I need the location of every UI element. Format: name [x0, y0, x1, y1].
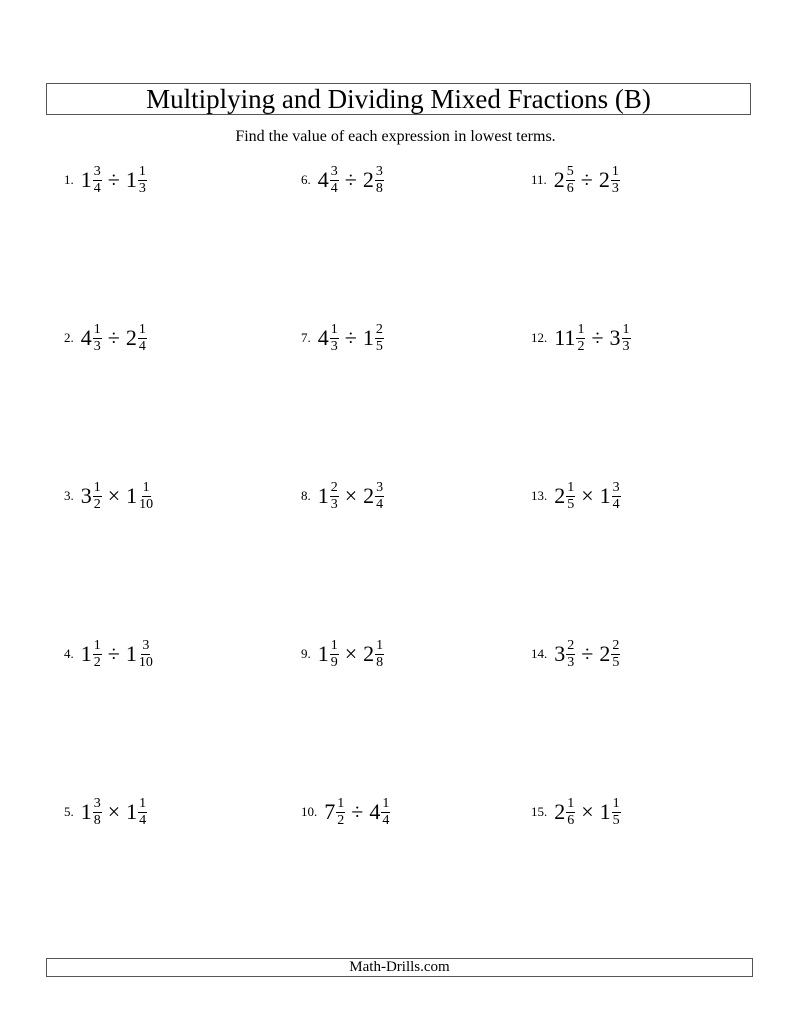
fraction — [93, 165, 102, 196]
fraction — [138, 481, 154, 512]
operator: × — [344, 483, 358, 508]
denominator: 4 — [612, 497, 620, 512]
whole-number: 2 — [554, 483, 566, 508]
numerator: 3 — [375, 164, 383, 179]
problem-number: 15. — [531, 804, 548, 819]
fraction — [566, 481, 575, 512]
first-mixed-number — [318, 638, 339, 670]
denominator: 2 — [93, 655, 101, 670]
second-mixed-number — [610, 322, 631, 354]
expression — [554, 164, 620, 196]
expression — [318, 480, 384, 512]
problem-number: 3. — [64, 488, 74, 503]
fraction — [330, 639, 339, 670]
expression — [81, 480, 154, 512]
problem-number: 13. — [531, 488, 548, 503]
problem-item — [531, 318, 631, 358]
second-mixed-number — [363, 322, 384, 354]
problem-item — [301, 476, 384, 516]
denominator: 10 — [139, 497, 154, 512]
whole-number: 1 — [80, 799, 92, 824]
denominator: 3 — [567, 655, 575, 670]
second-mixed-number — [369, 796, 390, 828]
problem-item — [64, 476, 154, 516]
denominator: 5 — [375, 339, 383, 354]
problem-item — [64, 634, 154, 674]
problem-item — [301, 634, 384, 674]
denominator: 3 — [330, 339, 338, 354]
fraction — [375, 323, 384, 354]
numerator: 1 — [622, 322, 630, 337]
denominator: 4 — [138, 339, 146, 354]
whole-number: 2 — [553, 167, 565, 192]
numerator: 1 — [142, 480, 150, 495]
fraction — [336, 797, 345, 828]
numerator: 2 — [375, 322, 383, 337]
numerator: 1 — [93, 638, 101, 653]
expression — [324, 796, 390, 828]
problem-item — [531, 792, 621, 832]
footer: Math-Drills.com — [46, 958, 753, 977]
numerator: 1 — [337, 796, 345, 811]
problem-item — [531, 634, 620, 674]
problem-number: 14. — [531, 646, 548, 661]
numerator: 1 — [139, 796, 147, 811]
whole-number: 2 — [363, 641, 375, 666]
problem-number: 6. — [301, 172, 311, 187]
denominator: 6 — [566, 181, 574, 196]
second-mixed-number — [126, 796, 147, 828]
numerator: 1 — [567, 480, 575, 495]
expression — [554, 322, 630, 354]
fraction — [375, 165, 384, 196]
fraction — [138, 639, 154, 670]
numerator: 1 — [93, 480, 101, 495]
numerator: 1 — [93, 322, 101, 337]
numerator: 1 — [612, 796, 620, 811]
numerator: 5 — [566, 164, 574, 179]
operator: ÷ — [580, 167, 593, 192]
denominator: 3 — [611, 181, 619, 196]
problem-number: 4. — [64, 646, 74, 661]
second-mixed-number — [363, 480, 384, 512]
second-mixed-number — [126, 322, 147, 354]
whole-number: 2 — [599, 641, 611, 666]
numerator: 2 — [567, 638, 575, 653]
fraction — [381, 797, 390, 828]
operator: × — [581, 483, 594, 508]
problem-item — [531, 160, 620, 200]
whole-number: 4 — [317, 167, 329, 192]
first-mixed-number — [554, 322, 585, 354]
second-mixed-number — [363, 638, 384, 670]
numerator: 1 — [330, 322, 338, 337]
second-mixed-number — [126, 164, 147, 196]
numerator: 3 — [330, 164, 338, 179]
whole-number: 2 — [554, 799, 566, 824]
problem-number: 7. — [301, 330, 311, 345]
whole-number: 3 — [609, 325, 621, 350]
problem-number: 9. — [301, 646, 311, 661]
second-mixed-number — [363, 164, 384, 196]
whole-number: 4 — [317, 325, 329, 350]
whole-number: 1 — [126, 483, 138, 508]
expression — [81, 796, 147, 828]
fraction — [612, 797, 621, 828]
denominator: 2 — [93, 497, 101, 512]
problem-item — [301, 160, 384, 200]
first-mixed-number — [554, 480, 575, 512]
fraction — [375, 639, 384, 670]
expression — [554, 638, 620, 670]
numerator: 3 — [93, 796, 101, 811]
denominator: 3 — [138, 181, 146, 196]
fraction — [138, 797, 147, 828]
first-mixed-number — [81, 796, 102, 828]
whole-number: 4 — [80, 325, 92, 350]
problem-number: 11. — [531, 172, 547, 187]
fraction — [622, 323, 631, 354]
whole-number: 1 — [80, 641, 92, 666]
second-mixed-number — [126, 480, 154, 512]
problem-number: 12. — [531, 330, 548, 345]
second-mixed-number — [600, 480, 621, 512]
expression — [554, 796, 620, 828]
first-mixed-number — [318, 164, 339, 196]
numerator: 1 — [611, 164, 619, 179]
fraction — [93, 323, 102, 354]
numerator: 3 — [142, 638, 150, 653]
fraction — [566, 165, 575, 196]
operator: ÷ — [351, 799, 364, 824]
numerator: 3 — [612, 480, 620, 495]
first-mixed-number — [554, 796, 575, 828]
whole-number: 1 — [599, 483, 611, 508]
numerator: 2 — [612, 638, 620, 653]
problem-number: 5. — [64, 804, 74, 819]
operator: ÷ — [344, 167, 357, 192]
first-mixed-number — [81, 322, 102, 354]
denominator: 4 — [376, 497, 384, 512]
operator: ÷ — [107, 167, 120, 192]
whole-number: 1 — [317, 641, 329, 666]
operator: ÷ — [591, 325, 604, 350]
problem-item — [64, 792, 147, 832]
operator: × — [581, 799, 594, 824]
operator: × — [107, 799, 121, 824]
problem-item — [301, 318, 384, 358]
problem-number: 8. — [301, 488, 311, 503]
whole-number: 1 — [125, 641, 137, 666]
denominator: 4 — [139, 813, 147, 828]
whole-number: 4 — [369, 799, 381, 824]
expression — [81, 322, 147, 354]
denominator: 4 — [330, 181, 338, 196]
fraction — [576, 323, 585, 354]
numerator: 1 — [138, 164, 146, 179]
whole-number: 2 — [125, 325, 137, 350]
fraction — [611, 165, 620, 196]
numerator: 1 — [376, 638, 384, 653]
numerator: 1 — [382, 796, 390, 811]
denominator: 8 — [93, 813, 101, 828]
denominator: 10 — [138, 655, 153, 670]
numerator: 1 — [567, 796, 575, 811]
fraction — [138, 323, 147, 354]
whole-number: 2 — [363, 483, 375, 508]
denominator: 4 — [93, 181, 101, 196]
denominator: 2 — [577, 339, 585, 354]
numerator: 1 — [138, 322, 146, 337]
denominator: 5 — [567, 497, 575, 512]
fraction — [93, 481, 102, 512]
operator: × — [107, 483, 121, 508]
problem-item — [64, 160, 147, 200]
second-mixed-number — [599, 638, 620, 670]
denominator: 3 — [93, 339, 101, 354]
first-mixed-number — [554, 164, 575, 196]
operator: ÷ — [344, 325, 357, 350]
whole-number: 1 — [126, 799, 138, 824]
whole-number: 11 — [554, 325, 576, 350]
denominator: 9 — [330, 655, 338, 670]
whole-number: 7 — [324, 799, 336, 824]
denominator: 2 — [337, 813, 345, 828]
expression — [318, 164, 384, 196]
whole-number: 3 — [80, 483, 92, 508]
numerator: 1 — [577, 322, 585, 337]
whole-number: 2 — [598, 167, 610, 192]
denominator: 6 — [567, 813, 575, 828]
whole-number: 1 — [362, 325, 374, 350]
problem-item — [531, 476, 621, 516]
first-mixed-number — [81, 638, 102, 670]
first-mixed-number — [318, 322, 339, 354]
denominator: 8 — [375, 181, 383, 196]
problem-item — [301, 792, 390, 832]
denominator: 5 — [612, 655, 620, 670]
denominator: 4 — [382, 813, 390, 828]
denominator: 8 — [376, 655, 384, 670]
fraction — [330, 481, 339, 512]
problem-number: 2. — [64, 330, 74, 345]
operator: ÷ — [107, 325, 120, 350]
operator: ÷ — [581, 641, 594, 666]
fraction — [566, 639, 575, 670]
second-mixed-number — [600, 796, 621, 828]
numerator: 1 — [330, 638, 338, 653]
fraction — [375, 481, 384, 512]
fraction — [611, 639, 620, 670]
expression — [318, 322, 384, 354]
denominator: 3 — [330, 497, 338, 512]
denominator: 5 — [612, 813, 620, 828]
first-mixed-number — [81, 164, 102, 196]
expression — [81, 638, 154, 670]
first-mixed-number — [318, 480, 339, 512]
numerator: 2 — [330, 480, 338, 495]
numerator: 3 — [93, 164, 101, 179]
fraction — [612, 481, 621, 512]
fraction — [330, 165, 339, 196]
problem-number: 1. — [64, 172, 74, 187]
whole-number: 1 — [599, 799, 611, 824]
whole-number: 1 — [80, 167, 92, 192]
expression — [554, 480, 620, 512]
whole-number: 3 — [554, 641, 566, 666]
expression — [318, 638, 384, 670]
whole-number: 1 — [125, 167, 137, 192]
fraction — [138, 165, 147, 196]
instructions: Find the value of each expression in lowest terms. — [235, 128, 556, 145]
denominator: 3 — [622, 339, 630, 354]
worksheet-title: Multiplying and Dividing Mixed Fractions (B) — [46, 83, 751, 115]
problem-item — [64, 318, 147, 358]
first-mixed-number — [81, 480, 102, 512]
whole-number: 2 — [362, 167, 374, 192]
fraction — [566, 797, 575, 828]
numerator: 3 — [376, 480, 384, 495]
first-mixed-number — [554, 638, 575, 670]
fraction — [330, 323, 339, 354]
problem-number: 10. — [301, 804, 318, 819]
operator: ÷ — [107, 641, 120, 666]
expression — [81, 164, 147, 196]
second-mixed-number — [126, 638, 154, 670]
first-mixed-number — [324, 796, 345, 828]
fraction — [93, 797, 102, 828]
fraction — [93, 639, 102, 670]
whole-number: 1 — [317, 483, 329, 508]
second-mixed-number — [599, 164, 620, 196]
operator: × — [344, 641, 358, 666]
